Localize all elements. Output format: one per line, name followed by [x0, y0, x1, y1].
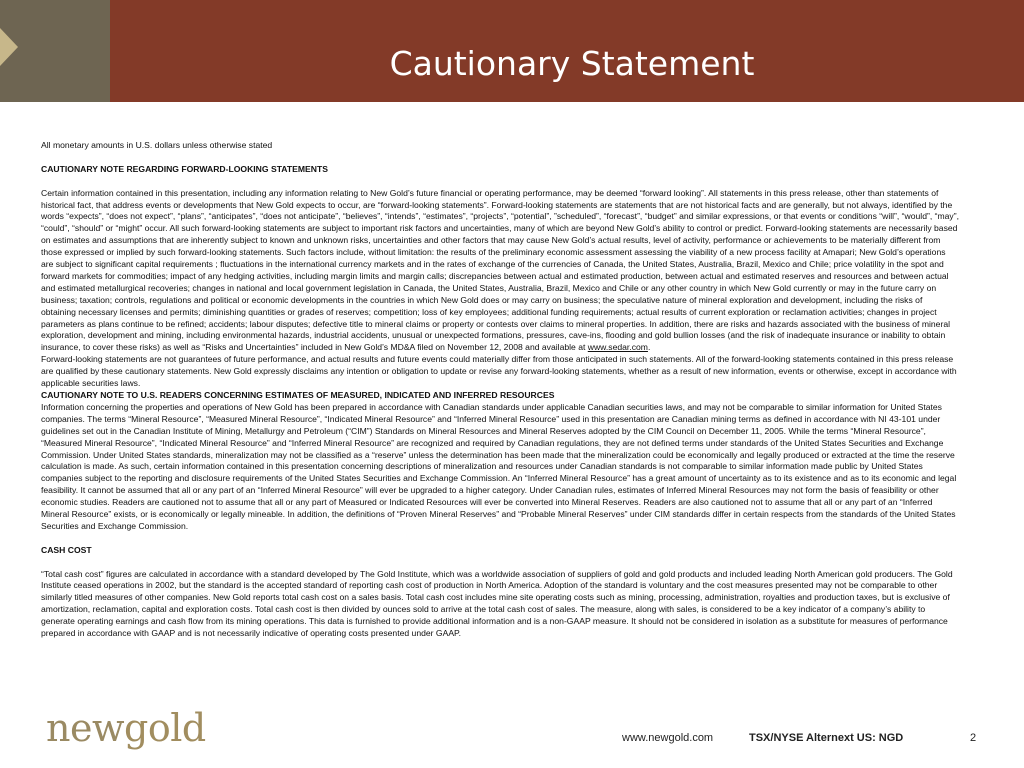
currency-note: All monetary amounts in U.S. dollars unless otherwise stated	[41, 140, 273, 150]
fls-paragraph	[41, 188, 959, 355]
fls-heading: CAUTIONARY NOTE REGARDING FORWARD-LOOKING STATEMENTS	[41, 163, 328, 174]
sedar-link[interactable]: www.sedar.com	[587, 342, 648, 353]
newgold-logo	[46, 708, 206, 748]
side-arrow-icon	[0, 28, 18, 66]
us-readers-paragraph: Information concerning the properties and operations of New Gold has been prepared in accordance with Canadian standards under applicable Canadian securities laws, and may not be comparable to similar information for United States companies. The terms “Mineral Resource”, “Measured Mineral Resource”, “Indicated Mineral Resource” and “Inferred Mineral Resource” used in this presentation are Canadian mining terms as defined in accordance with NI 43-101 under guidelines set out in the Canadian Institute of Mining, Metallurgy and Petroleum (“CIM”) Standards on Mineral Resources and Mineral Reserves adopted by the CIM Council on December 11, 2005. While the terms “Mineral Resource”, “Measured Mineral Resource”, “Indicated Mineral Resource” and “Inferred Mineral Resource” are recognized and required by Canadian regulations, they are not defined terms under standards of the United States Securities and Exchange Commission. Under United States standards, mineralization may not be classified as a “reserve” unless the determination has been made that the mineralization could be economically and legally produced or extracted at the time the reserve calculation is made. As such, certain information contained in this presentation concerning descriptions of mineralization and resources under Canadian standards is not comparable to similar information made public by United States companies subject to the reporting and disclosure requirements of the United States Securities and Exchange Commission. An “Inferred Mineral Resource” has a great amount of uncertainty as to its existence and as to its economic and legal feasibility. It cannot be assumed that all or any part of an “Inferred Mineral Resource” will ever be upgraded to a higher category. Under Canadian rules, estimates of Inferred Mineral Resources may not form the basis of feasibility or other economic studies. Readers are cautioned not to assume that all or any part of Measured or Indicated Resources will ever be converted into Mineral Reserves. Readers are also cautioned not to assume that all or any part of an “Inferred Mineral Resource” exists, or is economically or legally mineable. In addition, the definitions of “Proven Mineral Reserves” and “Probable Mineral Reserves” under CIM standards differ in certain respects from the standards of the United States Securities and Exchange Commission.	[41, 401, 957, 531]
disclaimer-text	[41, 140, 959, 640]
logo-text-gold: gold	[124, 706, 206, 750]
us-readers-heading: CAUTIONARY NOTE TO U.S. READERS CONCERNING ESTIMATES OF MEASURED, INDICATED AND INFERRED RESOURCES	[41, 390, 555, 400]
header-bar	[110, 0, 1024, 102]
page-title: Cautionary Statement	[389, 44, 755, 83]
fls-paragraph-2: Forward-looking statements are not guarantees of future performance, and actual results and future events could materially differ from those anticipated in such statements. All of the forward-looking statements contained in this press release are qualified by these cautionary statements. New Gold expressly disclaims any intention or obligation to update or revise any forward-looking statements, whether as a result of new information, events or otherwise, except in accordance with applicable securities laws.	[41, 354, 957, 389]
footer-url-link[interactable]: www.newgold.com	[622, 732, 714, 744]
page-number: 2	[970, 732, 977, 744]
fls-body-end: .	[647, 342, 651, 353]
fls-body-text: Certain information contained in this presentation, including any information relating to New Gold’s future financial or operating performance, may be deemed “forward looking”. All statements in this press release, other than statements of historical fact, that address events or developments that New Gold expects to occur, are “forward-looking statements”. Forward-looking statements are statements that are not historical facts and are generally, but not always, identified by the words “expects”, “does not expect”, “plans”, “anticipates”, “does not anticipate”, “believes”, “intends”, “estimates”, “projects”, “potential”, ”scheduled”, “forecast”, “budget” and similar expressions, or that events or conditions “will”, “would”, “may”, “could”, “should” or “might” occur. All such forward-looking statements are subject to important risk factors and uncertainties, many of which are beyond New Gold’s ability to control or predict. Forward-looking statements are necessarily based on estimates and assumptions that are inherently subject to known and unknown risks, uncertainties and other factors that may cause New Gold’s actual results, level of activity, performance or achievements to be materially different from those expressed or implied by such forward-looking statements. Such factors include, without limitation: the results of the preliminary economic assessment assessing the viability of a new process facility at Amapari; New Gold’s operations are subject to significant capital requirements ; fluctuations in the international currency markets and in the rates of exchange of the currencies of Canada, the United States, Australia, Brazil, Mexico and Chile; price volatility in the spot and forward markets for commodities; impact of any hedging activities, including margin limits and margin calls; discrepancies between actual and estimated production, between actual and estimated reserves and resources and between actual and estimated metallurgical recoveries; changes in national and local government legislation in Canada, the United States, Australia, Brazil, Mexico and Chile or any other country in which New Gold currently or may in the future carry on business; taxation; controls, regulations and political or economic developments in the countries in which New Gold does or may carry on business; the speculative nature of mineral exploration and development, including the risks of obtaining necessary licenses and permits; diminishing quantities or grades of reserves; competition; loss of key employees; additional funding requirements; actual results of current exploration or reclamation activities; changes in project parameters as plans continue to be refined; accidents; labour disputes; defective title to mineral claims or property or contests over claims to mineral properties. In addition, there are risks and hazards associated with the business of mineral exploration, development and mining, including environmental hazards, industrial accidents, unusual or unexpected formations, pressures, cave-ins, flooding and gold bullion losses (and the risk of inadequate insurance or inability to obtain insurance, to cover these risks) as well as “Risks and Uncertainties” included in New Gold’s MD&A filed on November 12, 2008 and available at	[41, 187, 959, 353]
footer-ticker: TSX/NYSE Alternext US: NGD	[749, 732, 904, 744]
cash-cost-paragraph: “Total cash cost” figures are calculated in accordance with a standard developed by The Gold Institute, which was a worldwide association of suppliers of gold and gold products and included leading North American gold producers. The Gold Institute ceased operations in 2002, but the standard is the accepted standard of reporting cash cost of production in North America. Adoption of the standard is voluntary and the cost measures presented may not be comparable to other similarly titled measures of other companies. New Gold reports total cash cost on a sales basis. Total cash cost includes mine site operating costs such as mining, processing, administration, royalties and production taxes, but is exclusive of amortization, reclamation, capital and exploration costs. Total cash cost is then divided by ounces sold to arrive at the total cash cost of sales. The measure, along with sales, is considered to be a key indicator of a company’s ability to generate operating earnings and cash flow from its mining operations. This data is furnished to provide additional information and is a non-GAAP measure. It should not be considered in isolation as a substitute for measures of performance prepared in accordance with GAAP and is not necessarily indicative of operating costs presented under GAAP.	[41, 568, 953, 639]
cash-cost-heading: CASH COST	[41, 544, 92, 555]
logo-text-new: new	[46, 706, 124, 750]
